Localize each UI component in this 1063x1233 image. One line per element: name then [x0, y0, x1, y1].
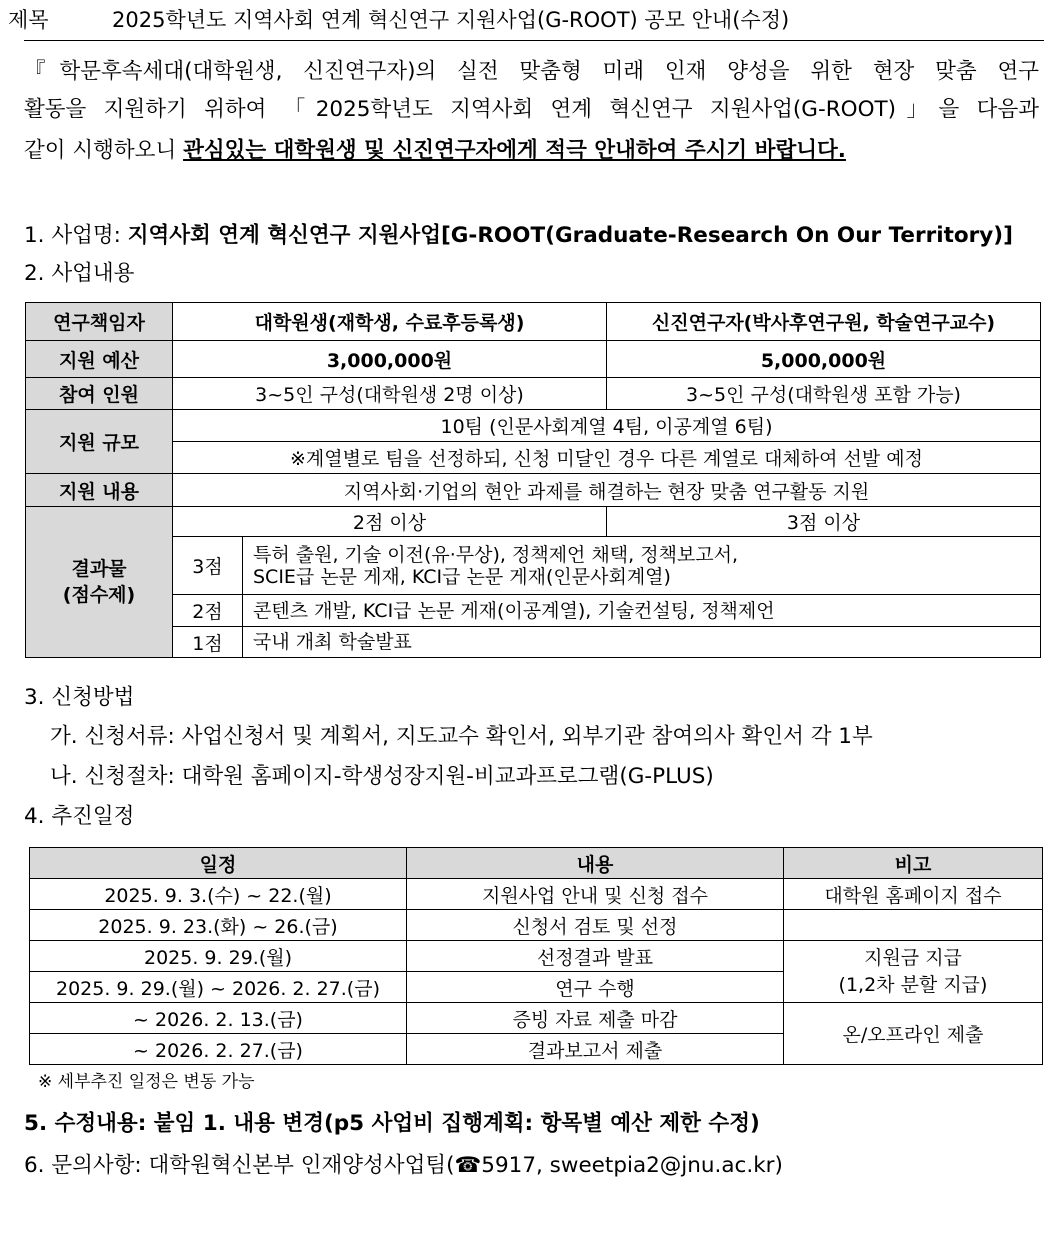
schedule-content: 결과보고서 제출	[407, 1034, 784, 1065]
result-min-new: 3점 이상	[607, 507, 1041, 537]
project-name: 지역사회 연계 혁신연구 지원사업[G-ROOT(Graduate-Research On Our Territory)]	[127, 223, 1013, 248]
budget-label: 지원 예산	[26, 341, 173, 378]
score-3-text	[243, 537, 1041, 595]
budget-grad: 3,000,000원	[173, 341, 607, 378]
score-1: 1점	[173, 627, 243, 658]
section-6-prefix: 6. 문의사항: 대학원혁신본부 인재양성사업팀(	[24, 1153, 455, 1178]
section-5: 5. 수정내용: 붙임 1. 내용 변경(p5 사업비 집행계획: 항목별 예산 제한 수정)	[24, 1111, 760, 1136]
document-title: 2025학년도 지역사회 연계 혁신연구 지원사업(G-ROOT) 공모 안내(수정)	[112, 8, 790, 32]
schedule-note-text: ※ 세부추진 일정은 변동 가능	[38, 1072, 255, 1092]
score-1-text: 국내 개최 학술발표	[243, 627, 1041, 658]
result-label-2: (점수제)	[62, 584, 136, 606]
score-3: 3점	[173, 537, 243, 595]
score-3-text-1: 특허 출원, 기술 이전(유·무상), 정책제언 채택, 정책보고서,	[253, 543, 739, 566]
scale-teams: 10팀 (인문사회계열 4팀, 이공계열 6팀)	[173, 410, 1041, 442]
content-text: 지역사회·기업의 현안 과제를 해결하는 현장 맞춤 연구활동 지원	[173, 474, 1041, 507]
intro-line-3-prefix: 같이 시행하오니	[24, 138, 184, 163]
header-new-researchers: 신진연구자(박사후연구원, 학술연구교수)	[607, 303, 1041, 341]
schedule-content: 연구 수행	[407, 972, 784, 1003]
intro-line-2: 활동을 지원하기 위하여 「2025학년도 지역사회 연계 혁신연구 지원사업(G-ROOT)」을 다음과	[24, 97, 1039, 122]
header-grad-students: 대학원생(재학생, 수료후등록생)	[173, 303, 607, 341]
schedule-note-payment	[784, 941, 1043, 1003]
budget-new: 5,000,000원	[607, 341, 1041, 378]
schedule-content: 지원사업 안내 및 신청 접수	[407, 879, 784, 910]
section-1-label: 1. 사업명:	[24, 223, 128, 248]
header-responsible: 연구책임자	[26, 303, 173, 341]
section-6-contact: 5917, sweetpia2@jnu.ac.kr)	[481, 1153, 783, 1178]
header-note: 비고	[784, 848, 1043, 879]
score-2: 2점	[173, 595, 243, 627]
result-label	[26, 507, 173, 658]
schedule-date: 2025. 9. 29.(월) ~ 2026. 2. 27.(금)	[30, 972, 407, 1003]
section-4-heading: 4. 추진일정	[24, 804, 135, 829]
section-2-heading: 2. 사업내용	[24, 261, 135, 286]
result-min-grad: 2점 이상	[173, 507, 607, 537]
schedule-date: ~ 2026. 2. 13.(금)	[30, 1003, 407, 1034]
schedule-note: 대학원 홈페이지 접수	[784, 879, 1043, 910]
note-pay-1: 지원금 지급	[864, 946, 962, 969]
schedule-date: 2025. 9. 23.(화) ~ 26.(금)	[30, 910, 407, 941]
intro-line-1: 『학문후속세대(대학원생, 신진연구자)의 실전 맞춤형 미래 인재 양성을 위한 현장 맞춤 연구	[24, 59, 1039, 84]
section-6	[24, 1148, 783, 1179]
scale-note: ※계열별로 팀을 선정하되, 신청 미달인 경우 다른 계열로 대체하여 선발 예정	[173, 442, 1041, 474]
scale-label: 지원 규모	[26, 410, 173, 474]
schedule-date: 2025. 9. 29.(월)	[30, 941, 407, 972]
schedule-date: 2025. 9. 3.(수) ~ 22.(월)	[30, 879, 407, 910]
project-details-table	[25, 302, 1041, 658]
schedule-note	[784, 910, 1043, 941]
members-new: 3~5인 구성(대학원생 포함 가능)	[607, 378, 1041, 410]
members-label: 참여 인원	[26, 378, 173, 410]
schedule-content: 선정결과 발표	[407, 941, 784, 972]
section-3-documents: 가. 신청서류: 사업신청서 및 계획서, 지도교수 확인서, 외부기관 참여의사 확인서 각 1부	[50, 724, 873, 749]
content-label: 지원 내용	[26, 474, 173, 507]
header-content: 내용	[407, 848, 784, 879]
header-date: 일정	[30, 848, 407, 879]
schedule-note-submit: 온/오프라인 제출	[784, 1003, 1043, 1065]
schedule-date: ~ 2026. 2. 27.(금)	[30, 1034, 407, 1065]
phone-icon: ☎	[454, 1153, 482, 1178]
section-3-heading: 3. 신청방법	[24, 685, 135, 710]
members-grad: 3~5인 구성(대학원생 2명 이상)	[173, 378, 607, 410]
score-3-text-2: SCIE급 논문 게재, KCI급 논문 게재(인문사회계열)	[253, 565, 671, 588]
title-label: 제목	[8, 8, 49, 32]
section-3-procedure: 나. 신청절차: 대학원 홈페이지-학생성장지원-비교과프로그램(G-PLUS)	[50, 764, 714, 789]
intro-emphasis: 관심있는 대학원생 및 신진연구자에게 적극 안내하여 주시기 바랍니다.	[183, 138, 846, 163]
schedule-table	[29, 847, 1043, 1065]
schedule-content: 신청서 검토 및 선정	[407, 910, 784, 941]
result-label-1: 결과물	[71, 558, 127, 580]
score-2-text: 콘텐츠 개발, KCI급 논문 게재(이공계열), 기술컨설팅, 정책제언	[243, 595, 1041, 627]
section-1	[24, 218, 1013, 249]
intro-line-3	[24, 132, 1039, 170]
note-pay-2: (1,2차 분할 지급)	[838, 973, 988, 996]
schedule-content: 증빙 자료 제출 마감	[407, 1003, 784, 1034]
